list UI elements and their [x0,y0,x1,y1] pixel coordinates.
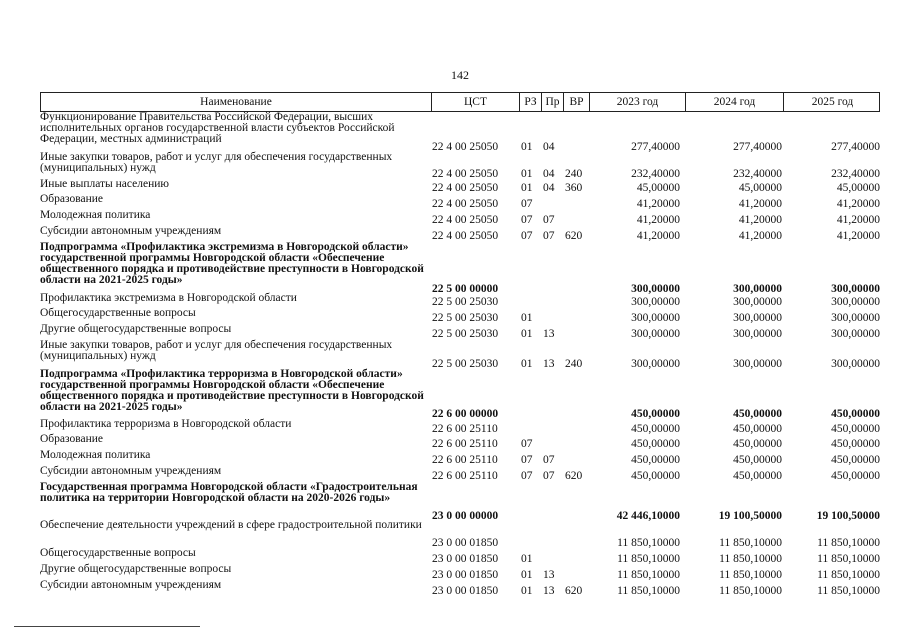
table-cell-cst: 22 5 00 00000 [432,283,499,295]
table-cell-y2025: 450,00000 [831,454,880,466]
table-cell-cst: 22 5 00 25030 [432,358,499,370]
table-cell-rz: 07 [521,214,533,226]
table-cell-y2024: 300,00000 [733,296,782,308]
table-cell-pr: 13 [543,585,555,597]
table-cell-name: Молодежная политика [40,209,151,221]
table-cell-y2024: 11 850,10000 [719,537,782,549]
header-2024: 2024 год [685,93,783,111]
table-cell-y2023: 300,00000 [631,328,680,340]
table-cell-y2024: 300,00000 [733,358,782,370]
table-cell-y2023: 300,00000 [631,283,680,295]
table-cell-y2023: 450,00000 [631,423,680,435]
table-cell-name: Общегосударственные вопросы [40,307,196,319]
header-name: Наименование [200,96,272,108]
table-cell-cst: 22 6 00 00000 [432,408,499,420]
table-cell-y2025: 300,00000 [831,358,880,370]
table-cell-name: Подпрограмма «Профилактика экстремизма в Новгородской области» государственной программы Новгородской области «Обеспечение общественного порядка и противодействие преступности в Новгородской области на 2021-2025 годы» [40,241,424,286]
table-cell-y2025: 300,00000 [831,328,880,340]
table-cell-y2025: 11 850,10000 [817,569,880,581]
table-cell-y2024: 300,00000 [733,283,782,295]
table-cell-y2025: 41,20000 [836,214,880,226]
table-cell-y2023: 41,20000 [636,230,680,242]
table-cell-y2024: 450,00000 [733,408,782,420]
table-cell-y2024: 300,00000 [733,312,782,324]
table-cell-rz: 07 [521,230,533,242]
header-vr: ВР [563,93,589,111]
table-cell-pr: 04 [543,168,555,180]
table-cell-name: Профилактика экстремизма в Новгородской области [40,292,297,304]
table-cell-cst: 23 0 00 00000 [432,510,499,522]
table-cell-cst: 22 5 00 25030 [432,328,499,340]
table-cell-y2024: 11 850,10000 [719,569,782,581]
table-cell-y2023: 300,00000 [631,296,680,308]
table-cell-y2024: 11 850,10000 [719,585,782,597]
table-cell-cst: 22 5 00 25030 [432,312,499,324]
table-cell-rz: 01 [521,569,533,581]
table-cell-cst: 23 0 00 01850 [432,569,499,581]
table-cell-cst: 22 4 00 25050 [432,141,499,153]
table-cell-y2025: 232,40000 [831,168,880,180]
table-cell-cst: 23 0 00 01850 [432,553,499,565]
table-cell-vr: 240 [565,358,583,370]
table-cell-y2025: 300,00000 [831,312,880,324]
table-cell-cst: 22 5 00 25030 [432,296,499,308]
table-cell-y2024: 41,20000 [738,230,782,242]
table-cell-y2024: 11 850,10000 [719,553,782,565]
table-cell-name: Другие общегосударственные вопросы [40,563,232,575]
table-cell-name: Другие общегосударственные вопросы [40,323,232,335]
table-cell-y2023: 450,00000 [631,454,680,466]
table-cell-name: Общегосударственные вопросы [40,547,196,559]
table-cell-y2025: 41,20000 [836,198,880,210]
table-cell-cst: 22 4 00 25050 [432,168,499,180]
table-cell-pr: 04 [543,182,555,194]
table-cell-name: Образование [40,193,104,205]
footer-rule [14,626,200,627]
table-cell-y2023: 277,40000 [631,141,680,153]
table-cell-rz: 01 [521,312,533,324]
table-cell-y2025: 19 100,50000 [816,510,880,522]
table-cell-y2024: 232,40000 [733,168,782,180]
table-cell-vr: 620 [565,585,583,597]
table-cell-name: Иные выплаты населению [40,178,169,190]
table-cell-vr: 360 [565,182,583,194]
table-cell-rz: 07 [521,454,533,466]
table-cell-y2024: 41,20000 [738,214,782,226]
table-cell-rz: 01 [521,141,533,153]
table-cell-pr: 07 [543,454,555,466]
page-number: 142 [451,68,469,82]
table-cell-rz: 01 [521,182,533,194]
table-cell-y2025: 41,20000 [836,230,880,242]
table-cell-name: Молодежная политика [40,449,151,461]
table-cell-cst: 22 6 00 25110 [432,470,498,482]
table-cell-y2024: 450,00000 [733,438,782,450]
table-cell-cst: 22 6 00 25110 [432,454,498,466]
table-cell-y2024: 450,00000 [733,454,782,466]
table-cell-pr: 07 [543,230,555,242]
table-cell-pr: 04 [543,141,555,153]
table-cell-name: Профилактика терроризма в Новгородской области [40,418,292,430]
table-cell-y2024: 450,00000 [733,423,782,435]
table-cell-y2023: 11 850,10000 [617,569,680,581]
table-cell-y2023: 11 850,10000 [617,585,680,597]
table-cell-y2024: 450,00000 [733,470,782,482]
table-cell-y2025: 277,40000 [831,141,880,153]
table-cell-y2025: 450,00000 [831,470,880,482]
table-cell-y2025: 45,00000 [836,182,880,194]
table-cell-y2023: 450,00000 [631,470,680,482]
table-cell-y2025: 11 850,10000 [817,537,880,549]
table-cell-pr: 07 [543,214,555,226]
table-cell-cst: 22 4 00 25050 [432,230,499,242]
table-cell-name: Иные закупки товаров, работ и услуг для обеспечения государственных (муниципальных) нужд [40,151,393,174]
table-cell-y2023: 232,40000 [631,168,680,180]
header-pr: Пр [541,93,563,111]
table-cell-y2024: 19 100,50000 [718,510,782,522]
table-cell-cst: 22 4 00 25050 [432,198,499,210]
table-cell-y2025: 450,00000 [831,408,880,420]
table-cell-cst: 22 6 00 25110 [432,438,498,450]
table-cell-y2025: 300,00000 [831,296,880,308]
table-cell-name: Обеспечение деятельности учреждений в сфере градостроительной политики [40,519,422,531]
table-cell-pr: 13 [543,358,555,370]
header-rz: РЗ [519,93,541,111]
table-cell-rz: 07 [521,470,533,482]
table-cell-y2023: 300,00000 [631,312,680,324]
header-2023: 2023 год [589,93,685,111]
table-cell-y2024: 277,40000 [733,141,782,153]
table-cell-y2025: 11 850,10000 [817,553,880,565]
header-cst: ЦСТ [431,93,519,111]
table-cell-y2023: 450,00000 [631,438,680,450]
table-cell-y2023: 450,00000 [631,408,680,420]
table-cell-cst: 23 0 00 01850 [432,537,499,549]
table-cell-y2023: 41,20000 [636,198,680,210]
table-cell-y2023: 42 446,10000 [616,510,680,522]
table-cell-name: Иные закупки товаров, работ и услуг для обеспечения государственных (муниципальных) нужд [40,339,393,362]
table-cell-name: Субсидии автономным учреждениям [40,579,222,591]
table-cell-rz: 01 [521,553,533,565]
table-cell-name: Подпрограмма «Профилактика терроризма в Новгородской области» государственной программы Новгородской области «Обеспечение общественного порядка и противодействие преступности в Новгородской области на 2021-2025 годы» [40,368,424,413]
table-cell-pr: 13 [543,328,555,340]
table-cell-name: Функционирование Правительства Российской Федерации, высших исполнительных органов государственной власти субъектов Российской Федерации, местных администраций [40,111,395,145]
table-cell-y2023: 45,00000 [636,182,680,194]
table-cell-y2025: 300,00000 [831,283,880,295]
table-cell-y2023: 300,00000 [631,358,680,370]
table-cell-name: Образование [40,433,104,445]
table-cell-y2025: 450,00000 [831,423,880,435]
table-cell-cst: 22 4 00 25050 [432,182,499,194]
table-cell-y2023: 41,20000 [636,214,680,226]
table-cell-vr: 620 [565,230,583,242]
table-cell-vr: 620 [565,470,583,482]
table-cell-rz: 07 [521,198,533,210]
header-2025: 2025 год [783,93,881,111]
table-cell-name: Субсидии автономным учреждениям [40,465,222,477]
table-cell-pr: 07 [543,470,555,482]
table-cell-cst: 23 0 00 01850 [432,585,499,597]
table-cell-rz: 07 [521,438,533,450]
table-cell-y2024: 300,00000 [733,328,782,340]
table-cell-rz: 01 [521,358,533,370]
table-cell-name: Государственная программа Новгородской области «Градостроительная политика на территории Новгородской области на 2020-2026 годы» [40,481,418,504]
table-cell-rz: 01 [521,585,533,597]
table-cell-name: Субсидии автономным учреждениям [40,225,222,237]
table-cell-pr: 13 [543,569,555,581]
table-cell-cst: 22 4 00 25050 [432,214,499,226]
table-cell-y2024: 41,20000 [738,198,782,210]
table-cell-y2025: 11 850,10000 [817,585,880,597]
table-cell-cst: 22 6 00 25110 [432,423,498,435]
table-cell-rz: 01 [521,168,533,180]
table-cell-vr: 240 [565,168,583,180]
table-cell-y2023: 11 850,10000 [617,553,680,565]
table-cell-y2024: 45,00000 [738,182,782,194]
table-cell-y2025: 450,00000 [831,438,880,450]
table-cell-y2023: 11 850,10000 [617,537,680,549]
table-cell-rz: 01 [521,328,533,340]
